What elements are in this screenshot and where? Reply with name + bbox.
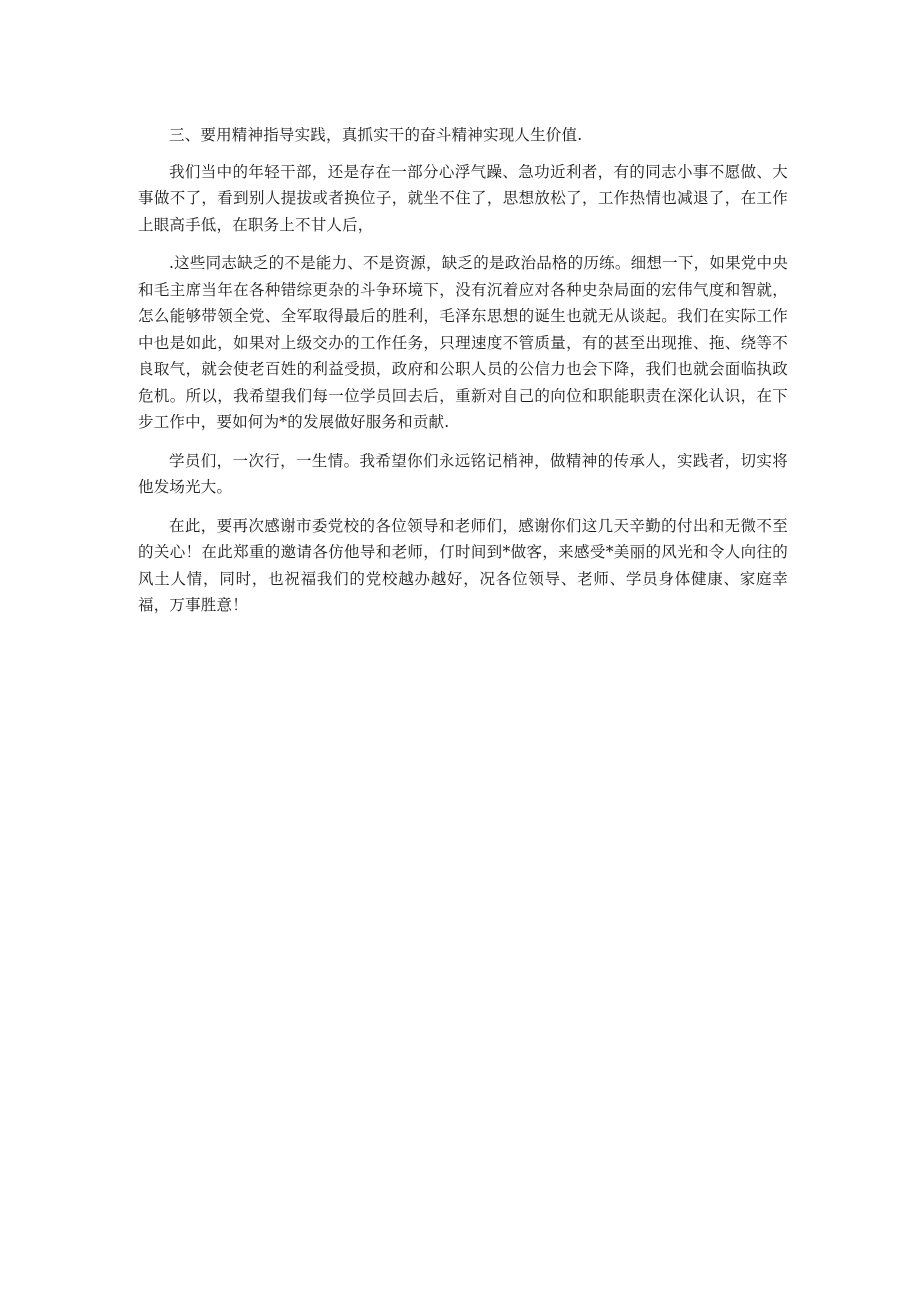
paragraph-political-character: .这些同志缺乏的不是能力、不是资源，缺乏的是政治品格的历练。细想一下，如果党中央和毛主席当年在各种错综更杂的斗争环境下，没有沉着应对各种史杂局面的宏伟气度和智就，怎么能够带领全党、全军取得最后的胜利，毛泽东思想的诞生也就无从谈起。我们在实际工作中也是如此，如果对上级交办的工作任务，只理速度不管质量，有的甚至出现推、拖、绕等不良取气，就会使老百姓的利益受损，政府和公职人员的公信力也会下降，我们也就会面临执政危机。所以，我希望我们每一位学员回去后，重新对自己的向位和职能职责在深化认识，在下步工作中，要如何为*的发展做好服务和贡献.: [138, 254, 788, 431]
section-heading: 三、要用精神指导实践，真抓实干的奋斗精神实现人生价值.: [169, 126, 583, 144]
paragraph-young-cadres: 我们当中的年轻干部，还是存在一部分心浮气躁、急功近利者，有的同志小事不愿做、大事做不了，看到别人提拔或者换位子，就坐不住了，思想放松了，工作热情也减退了，在工作上眼高手低，在职务上不甘人后，: [138, 162, 788, 234]
paragraph-students: 学员们，一次行，一生情。我希望你们永远铭记梢神，做精神的传承人，实践者，切实将他发场光大。: [138, 451, 788, 496]
document-body: [138, 122, 788, 631]
paragraph-thanks: 在此，要再次感谢市委党校的各位领导和老师们，感谢你们这几天辛勤的付出和无微不至的关心！在此郑重的邀请各仿他导和老师，仃时间到*做客，来感受*美丽的风光和令人向往的风土人情，同时，也祝福我们的党校越办越好，况各位领导、老师、学员身体健康、家庭幸福，万事胜意！: [138, 516, 788, 614]
